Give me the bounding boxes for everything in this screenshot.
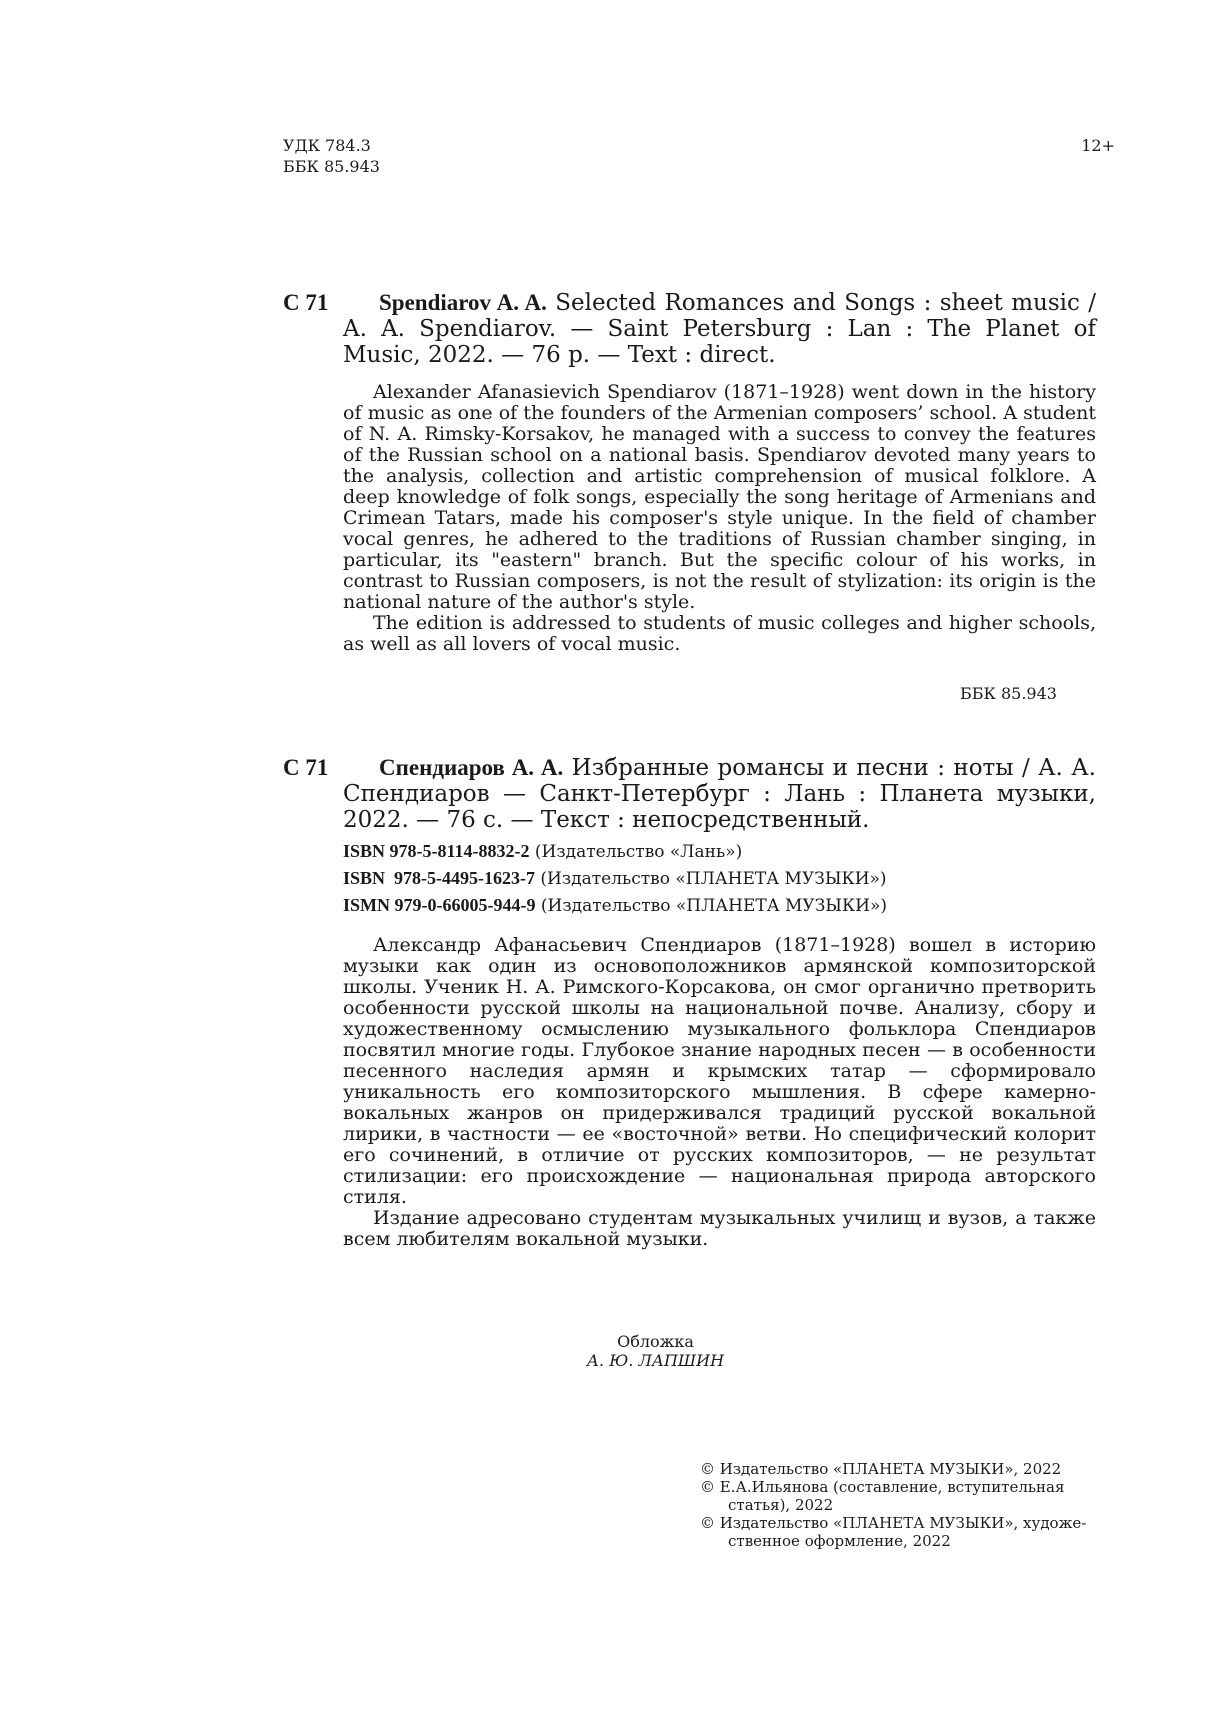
udk-code: УДК 784.3 [283, 136, 371, 155]
isbn-number: ISBN 978-5-8114-8832-2 [343, 841, 530, 861]
copyright-block [700, 1460, 1110, 1550]
abstract-ru [343, 935, 1096, 1250]
age-rating: 12+ [1081, 136, 1115, 155]
isbn-publisher: (Издательство «ПЛАНЕТА МУЗЫКИ») [540, 869, 887, 889]
library-code-ru: С 71 [283, 755, 329, 780]
abstract-ru-paragraph: Александр Афанасьевич Спендиаров (1871–1928) вошел в историю музыки как один из основоположников армянской композиторской школы. Ученик Н. А. Римского-Корсакова, он смог органично претворить особенности русской школы на национальной почве. Анализу, сбору и художественному осмыслению музыкального фольклора Спендиаров посвятил многие годы. Глубокое знание народных песен — в особенности песенного наследия армян и крымских татар — сформировало уникальность его композиторского мышления. В сфере камерно-вокальных жанров он придерживался традиций русской вокальной лирики, в частности — ее «восточной» ветви. Но специфический колорит его сочинений, в отличие от русских композиторов, — не результат стилизации: его происхождение — национальная природа авторского стиля. [343, 934, 1096, 1208]
bbk-code-en: ББК 85.943 [960, 684, 1057, 703]
copyright-line: ственное оформление, 2022 [728, 1532, 951, 1550]
isbn-list [343, 838, 1103, 919]
isbn-line [343, 838, 1103, 865]
citation-ru-text: Избранные романсы и песни : ноты / А. А. Спендиаров — Санкт-Петербург : Лань : Планета музыки, 2022. — 76 с. — Текст : непосредственный. [343, 755, 1096, 833]
isbn-number: ISMN 979-0-66005-944-9 [343, 895, 536, 915]
abstract-en-paragraph: Alexander Afanasievich Spendiarov (1871–1928) went down in the history of music as one of the founders of the Armenian composers’ school. A student of N. A. Rimsky-Korsakov, he managed with a success to convey the features of the Russian school on a national basis. Spendiarov devoted many years to the analysis, collection and artistic comprehension of musical folklore. A deep knowledge of folk songs, especially the song heritage of Armenians and Crimean Tatars, made his composer's style unique. In the field of chamber vocal genres, he adhered to the traditions of Russian chamber singing, in particular, its "eastern" branch. But the specific colour of his works, in contrast to Russian composers, is not the result of stylization: its origin is the national nature of the author's style. [343, 381, 1096, 613]
isbn-line [343, 865, 1103, 892]
citation-en-text: Selected Romances and Songs : sheet music / A. A. Spendiarov. — Saint Petersburg : Lan : The Planet of Music, 2022. — 76 p. — Text : direct. [343, 290, 1096, 368]
copyright-line: © Издательство «ПЛАНЕТА МУЗЫКИ», художе- [700, 1514, 1087, 1532]
author-en: Spendiarov A. A. [379, 290, 547, 315]
copyright-line: © Е.А.Ильянова (составление, вступительная [700, 1478, 1065, 1496]
author-ru: Спендиаров А. А. [379, 755, 564, 780]
copyright-line: статья), 2022 [728, 1496, 834, 1514]
cover-label [0, 1331, 1211, 1352]
citation-en [343, 290, 1096, 368]
library-code-en: С 71 [283, 290, 329, 315]
abstract-ru-paragraph: Издание адресовано студентам музыкальных училищ и вузов, а также всем любителям вокальной музыки. [343, 1207, 1096, 1250]
bbk-code-header: ББК 85.943 [283, 157, 380, 176]
abstract-en [343, 382, 1096, 655]
isbn-number: ISBN 978-5-4495-1623-7 [343, 868, 535, 888]
cover-designer [0, 1350, 1211, 1371]
citation-ru [343, 755, 1096, 833]
isbn-publisher: (Издательство «Лань») [534, 842, 743, 862]
abstract-en-paragraph: The edition is addressed to students of music colleges and higher schools, as well as all lovers of vocal music. [343, 612, 1096, 655]
isbn-line [343, 892, 1103, 919]
copyright-line: © Издательство «ПЛАНЕТА МУЗЫКИ», 2022 [700, 1460, 1062, 1478]
cover-designer-name: А. Ю. ЛАПШИН [586, 1351, 725, 1370]
cover-label-text: Обложка [617, 1332, 694, 1351]
isbn-publisher: (Издательство «ПЛАНЕТА МУЗЫКИ») [540, 896, 888, 916]
